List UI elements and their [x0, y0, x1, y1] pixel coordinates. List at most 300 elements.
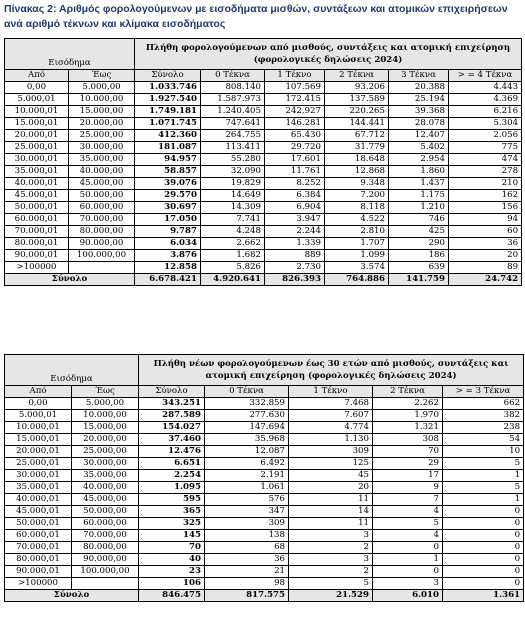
count-cell: 3 — [289, 554, 373, 566]
income-bound-cell: 20.000,01 — [5, 130, 69, 142]
total-count-cell: 6.651 — [139, 458, 205, 470]
total-label: Σύνολο — [5, 590, 139, 602]
count-cell: 1 — [373, 554, 443, 566]
total-count-cell: 23 — [139, 566, 205, 578]
income-bound-cell: 90.000,01 — [5, 566, 72, 578]
total-count-cell: 9.787 — [135, 226, 201, 238]
income-bound-cell: 90.000,00 — [69, 238, 135, 250]
count-cell: 186 — [389, 250, 449, 262]
total-count-cell: 12.476 — [139, 446, 205, 458]
count-cell: 2.954 — [389, 154, 449, 166]
count-cell: 21 — [205, 566, 289, 578]
income-bound-cell: 0,00 — [5, 82, 69, 94]
total-count-cell: 154.027 — [139, 422, 205, 434]
count-cell: 17 — [373, 470, 443, 482]
income-bound-cell: 30.000,00 — [72, 458, 139, 470]
count-cell: 12.087 — [205, 446, 289, 458]
income-bound-cell: 90.000,00 — [72, 554, 139, 566]
income-bound-cell: 25.000,00 — [69, 130, 135, 142]
count-cell: 309 — [289, 446, 373, 458]
count-cell: 0 — [373, 566, 443, 578]
total-count-cell: 3.876 — [135, 250, 201, 262]
income-bound-cell: 60.000,01 — [5, 214, 69, 226]
column-header: Σύνολο — [139, 386, 205, 398]
income-bound-cell: 15.000,01 — [5, 434, 72, 446]
table-caption: Πίνακας 2: Αριθμός φορολογούμενων με εισοδήματα μισθών, συντάξεων και ατομικών επιχειρήσεων ανά αριθμό τέκνων και κλίμακα εισοδήματος — [4, 3, 508, 30]
count-cell: 54 — [443, 434, 524, 446]
count-cell: 5 — [443, 458, 524, 470]
income-bound-cell: 100.000,00 — [69, 250, 135, 262]
table-row — [5, 410, 524, 422]
count-cell: 11.761 — [265, 166, 325, 178]
count-cell: 45 — [289, 470, 373, 482]
count-cell: 8.252 — [265, 178, 325, 190]
count-cell: 0 — [443, 518, 524, 530]
table-row — [5, 470, 524, 482]
income-bound-cell: 20.000,01 — [5, 446, 72, 458]
total-row — [5, 274, 522, 286]
count-cell: 28.078 — [389, 118, 449, 130]
count-cell: 36 — [205, 554, 289, 566]
count-cell: 7.200 — [325, 190, 389, 202]
count-cell: 576 — [205, 494, 289, 506]
count-cell: 0 — [443, 542, 524, 554]
total-cell: 826.393 — [265, 274, 325, 286]
count-cell: 7 — [373, 494, 443, 506]
count-cell: 220.265 — [325, 106, 389, 118]
income-bound-cell: 45.000,00 — [72, 494, 139, 506]
income-bound-cell: 5.000,00 — [69, 82, 135, 94]
income-bound-cell: 25.000,00 — [72, 446, 139, 458]
income-bound-cell: 50.000,00 — [72, 506, 139, 518]
count-cell: 746 — [389, 214, 449, 226]
total-count-cell: 145 — [139, 530, 205, 542]
total-label: Σύνολο — [5, 274, 135, 286]
income-bound-cell: 35.000,00 — [72, 470, 139, 482]
count-cell: 290 — [389, 238, 449, 250]
table-row — [5, 578, 524, 590]
count-cell: 4.522 — [325, 214, 389, 226]
count-cell: 6.904 — [265, 202, 325, 214]
total-count-cell: 58.857 — [135, 166, 201, 178]
count-cell: 0 — [443, 554, 524, 566]
total-cell: 4.920.641 — [201, 274, 265, 286]
count-cell: 1.130 — [289, 434, 373, 446]
count-cell: 98 — [205, 578, 289, 590]
table-row — [5, 398, 524, 410]
count-cell: 1.175 — [389, 190, 449, 202]
total-count-cell: 1.749.181 — [135, 106, 201, 118]
count-cell: 29 — [373, 458, 443, 470]
count-cell: 9.348 — [325, 178, 389, 190]
income-bound-cell: >100000 — [5, 578, 72, 590]
total-count-cell: 39.076 — [135, 178, 201, 190]
count-cell: 309 — [205, 518, 289, 530]
total-cell: 24.742 — [449, 274, 522, 286]
income-bound-cell: 50.000,00 — [69, 190, 135, 202]
total-count-cell: 94.957 — [135, 154, 201, 166]
total-count-cell: 30.697 — [135, 202, 201, 214]
count-cell: 68 — [205, 542, 289, 554]
table-row — [5, 506, 524, 518]
count-cell: 146.281 — [265, 118, 325, 130]
total-count-cell: 70 — [139, 542, 205, 554]
table-row — [5, 202, 522, 214]
count-cell: 347 — [205, 506, 289, 518]
count-cell: 6.216 — [449, 106, 522, 118]
income-bound-cell: 10.000,00 — [72, 410, 139, 422]
table-row — [5, 262, 522, 274]
count-cell: 6.384 — [265, 190, 325, 202]
count-cell: 808.140 — [201, 82, 265, 94]
income-bound-cell: 0,00 — [5, 398, 72, 410]
count-cell: 5 — [373, 518, 443, 530]
table-row — [5, 250, 522, 262]
count-cell: 1.587.973 — [201, 94, 265, 106]
column-header: Έως — [72, 386, 139, 398]
count-cell: 36 — [449, 238, 522, 250]
income-bound-cell: 40.000,01 — [5, 178, 69, 190]
group-header: Πλήθη νέων φορολογούμενων έως 30 ετών από μισθούς, συντάξεις και ατομική επιχείρηση (φορολογικές δηλώσεις 2024) — [139, 355, 524, 386]
income-bound-cell: >100000 — [5, 262, 69, 274]
count-cell: 474 — [449, 154, 522, 166]
table-row — [5, 226, 522, 238]
income-bound-cell: 30.000,01 — [5, 470, 72, 482]
count-cell: 5 — [443, 482, 524, 494]
income-bound-cell: 15.000,00 — [72, 422, 139, 434]
count-cell: 0 — [443, 566, 524, 578]
income-bound-cell: 80.000,00 — [69, 226, 135, 238]
total-count-cell: 2.254 — [139, 470, 205, 482]
count-cell: 277.630 — [205, 410, 289, 422]
count-cell: 10 — [443, 446, 524, 458]
count-cell: 4.248 — [201, 226, 265, 238]
count-cell: 5 — [289, 578, 373, 590]
count-cell: 12.407 — [389, 130, 449, 142]
count-cell: 4 — [373, 530, 443, 542]
total-cell: 21.529 — [289, 590, 373, 602]
income-bound-cell: 45.000,01 — [5, 190, 69, 202]
income-bound-cell: 60.000,01 — [5, 530, 72, 542]
income-bound-cell: 70.000,00 — [69, 214, 135, 226]
table-row — [5, 446, 524, 458]
column-header-row — [5, 386, 524, 398]
income-bound-cell: 20.000,00 — [69, 118, 135, 130]
count-cell: 425 — [389, 226, 449, 238]
column-header: 1 Τέκνο — [265, 70, 325, 82]
count-cell: 94 — [449, 214, 522, 226]
count-cell: 0 — [373, 542, 443, 554]
income-bound-cell: 15.000,00 — [69, 106, 135, 118]
count-cell: 19.829 — [201, 178, 265, 190]
income-bound-cell: 30.000,01 — [5, 154, 69, 166]
total-count-cell: 325 — [139, 518, 205, 530]
total-count-cell: 1.071.745 — [135, 118, 201, 130]
table-row — [5, 530, 524, 542]
count-cell: 3.947 — [265, 214, 325, 226]
count-cell: 4.369 — [449, 94, 522, 106]
total-row — [5, 590, 524, 602]
count-cell: 889 — [265, 250, 325, 262]
count-cell: 1.860 — [389, 166, 449, 178]
income-bound-cell — [72, 578, 139, 590]
table-row — [5, 434, 524, 446]
table-row — [5, 166, 522, 178]
count-cell: 332.859 — [205, 398, 289, 410]
total-count-cell: 343.251 — [139, 398, 205, 410]
count-cell: 35.968 — [205, 434, 289, 446]
count-cell: 2 — [289, 566, 373, 578]
count-cell: 17.601 — [265, 154, 325, 166]
count-cell: 67.712 — [325, 130, 389, 142]
count-cell: 39.368 — [389, 106, 449, 118]
income-bound-cell: 70.000,00 — [72, 530, 139, 542]
total-count-cell: 365 — [139, 506, 205, 518]
total-count-cell: 412.360 — [135, 130, 201, 142]
total-count-cell: 40 — [139, 554, 205, 566]
total-cell: 6.010 — [373, 590, 443, 602]
young-taxpayers-table — [4, 354, 524, 602]
column-header: 0 Τέκνα — [201, 70, 265, 82]
column-header: 0 Τέκνα — [205, 386, 289, 398]
count-cell: 1.061 — [205, 482, 289, 494]
count-cell: 747.641 — [201, 118, 265, 130]
count-cell: 25.194 — [389, 94, 449, 106]
column-header-row — [5, 70, 522, 82]
income-bound-cell: 100.000,00 — [72, 566, 139, 578]
count-cell: 1.321 — [373, 422, 443, 434]
table-row — [5, 130, 522, 142]
count-cell: 5.826 — [201, 262, 265, 274]
income-header: Εισόδημα — [5, 39, 135, 70]
count-cell: 5.402 — [389, 142, 449, 154]
count-cell: 0 — [443, 506, 524, 518]
income-bound-cell: 5.000,01 — [5, 410, 72, 422]
total-count-cell: 287.589 — [139, 410, 205, 422]
total-cell: 817.575 — [205, 590, 289, 602]
table-row — [5, 214, 522, 226]
count-cell: 4.443 — [449, 82, 522, 94]
count-cell: 147.694 — [205, 422, 289, 434]
income-bound-cell: 60.000,00 — [69, 202, 135, 214]
income-bound-cell: 5.000,00 — [72, 398, 139, 410]
count-cell: 1 — [443, 494, 524, 506]
column-header: Σύνολο — [135, 70, 201, 82]
count-cell: 382 — [443, 410, 524, 422]
count-cell: 3 — [289, 530, 373, 542]
count-cell: 238 — [443, 422, 524, 434]
income-bound-cell: 10.000,00 — [69, 94, 135, 106]
count-cell: 2 — [289, 542, 373, 554]
count-cell: 6.492 — [205, 458, 289, 470]
count-cell: 210 — [449, 178, 522, 190]
income-bound-cell: 40.000,01 — [5, 494, 72, 506]
column-header: 2 Τέκνα — [325, 70, 389, 82]
count-cell: 93.206 — [325, 82, 389, 94]
count-cell: 242.927 — [265, 106, 325, 118]
income-bound-cell: 5.000,01 — [5, 94, 69, 106]
income-bound-cell: 80.000,01 — [5, 554, 72, 566]
column-header: Έως — [69, 70, 135, 82]
income-bound-cell: 35.000,01 — [5, 482, 72, 494]
count-cell: 89 — [449, 262, 522, 274]
table-row — [5, 422, 524, 434]
table-row — [5, 94, 522, 106]
count-cell: 9 — [373, 482, 443, 494]
count-cell: 1.682 — [201, 250, 265, 262]
count-cell: 8.118 — [325, 202, 389, 214]
count-cell: 107.569 — [265, 82, 325, 94]
count-cell: 1.210 — [389, 202, 449, 214]
count-cell: 0 — [443, 530, 524, 542]
count-cell: 0 — [443, 578, 524, 590]
count-cell: 55.280 — [201, 154, 265, 166]
count-cell: 308 — [373, 434, 443, 446]
count-cell: 2.262 — [373, 398, 443, 410]
income-bound-cell: 10.000,01 — [5, 106, 69, 118]
count-cell: 662 — [443, 398, 524, 410]
count-cell: 65.430 — [265, 130, 325, 142]
total-count-cell: 37.460 — [139, 434, 205, 446]
table-row — [5, 518, 524, 530]
count-cell: 5.304 — [449, 118, 522, 130]
income-bound-cell: 80.000,01 — [5, 238, 69, 250]
count-cell: 172.415 — [265, 94, 325, 106]
total-count-cell: 595 — [139, 494, 205, 506]
count-cell: 1.240.405 — [201, 106, 265, 118]
count-cell: 2.730 — [265, 262, 325, 274]
count-cell: 278 — [449, 166, 522, 178]
column-header: > = 3 Τέκνα — [443, 386, 524, 398]
income-bound-cell: 60.000,00 — [72, 518, 139, 530]
income-bound-cell: 80.000,00 — [72, 542, 139, 554]
count-cell: 32.090 — [201, 166, 265, 178]
count-cell: 2.244 — [265, 226, 325, 238]
total-cell: 141.759 — [389, 274, 449, 286]
table-row — [5, 118, 522, 130]
count-cell: 7.468 — [289, 398, 373, 410]
count-cell: 1.339 — [265, 238, 325, 250]
table-row — [5, 458, 524, 470]
group-header: Πλήθη φορολογούμενων από μισθούς, συντάξεις και ατομική επιχείρηση (φορολογικές δηλώσεις 2024) — [135, 39, 522, 70]
count-cell: 156 — [449, 202, 522, 214]
income-bound-cell — [69, 262, 135, 274]
count-cell: 1 — [443, 470, 524, 482]
income-bound-cell: 50.000,01 — [5, 202, 69, 214]
column-header: Από — [5, 70, 69, 82]
table-row — [5, 142, 522, 154]
count-cell: 113.411 — [201, 142, 265, 154]
count-cell: 162 — [449, 190, 522, 202]
count-cell: 14.309 — [201, 202, 265, 214]
count-cell: 20.388 — [389, 82, 449, 94]
count-cell: 14.649 — [201, 190, 265, 202]
income-bound-cell: 70.000,01 — [5, 542, 72, 554]
total-count-cell: 12.858 — [135, 262, 201, 274]
count-cell: 14 — [289, 506, 373, 518]
count-cell: 2.662 — [201, 238, 265, 250]
total-cell: 1.361 — [443, 590, 524, 602]
count-cell: 20 — [449, 250, 522, 262]
count-cell: 7.741 — [201, 214, 265, 226]
count-cell: 7.607 — [289, 410, 373, 422]
table-row — [5, 238, 522, 250]
income-bound-cell: 25.000,01 — [5, 458, 72, 470]
count-cell: 31.779 — [325, 142, 389, 154]
income-bound-cell: 45.000,01 — [5, 506, 72, 518]
count-cell: 3 — [373, 578, 443, 590]
column-header: 1 Τέκνο — [289, 386, 373, 398]
table-row — [5, 482, 524, 494]
count-cell: 2.191 — [205, 470, 289, 482]
income-bound-cell: 45.000,00 — [69, 178, 135, 190]
income-bound-cell: 90.000,01 — [5, 250, 69, 262]
table-row — [5, 106, 522, 118]
count-cell: 775 — [449, 142, 522, 154]
count-cell: 137.589 — [325, 94, 389, 106]
total-cell: 764.886 — [325, 274, 389, 286]
income-bound-cell: 10.000,01 — [5, 422, 72, 434]
table-row — [5, 190, 522, 202]
count-cell: 1.707 — [325, 238, 389, 250]
table-row — [5, 542, 524, 554]
count-cell: 4 — [373, 506, 443, 518]
total-cell: 6.678.421 — [135, 274, 201, 286]
column-header: 2 Τέκνα — [373, 386, 443, 398]
count-cell: 60 — [449, 226, 522, 238]
income-bound-cell: 35.000,01 — [5, 166, 69, 178]
count-cell: 3.574 — [325, 262, 389, 274]
count-cell: 11 — [289, 518, 373, 530]
table-row — [5, 178, 522, 190]
table-row — [5, 566, 524, 578]
count-cell: 70 — [373, 446, 443, 458]
income-bound-cell: 70.000,01 — [5, 226, 69, 238]
income-header: Εισόδημα — [5, 355, 139, 386]
table-row — [5, 494, 524, 506]
count-cell: 2.810 — [325, 226, 389, 238]
income-bound-cell: 30.000,00 — [69, 142, 135, 154]
count-cell: 144.441 — [325, 118, 389, 130]
income-bound-cell: 40.000,00 — [72, 482, 139, 494]
column-header: 3 Τέκνα — [389, 70, 449, 82]
count-cell: 20 — [289, 482, 373, 494]
table-row — [5, 82, 522, 94]
count-cell: 1.437 — [389, 178, 449, 190]
total-count-cell: 6.034 — [135, 238, 201, 250]
income-bound-cell: 20.000,00 — [72, 434, 139, 446]
income-bound-cell: 50.000,01 — [5, 518, 72, 530]
count-cell: 125 — [289, 458, 373, 470]
total-cell: 846.475 — [139, 590, 205, 602]
column-header: Από — [5, 386, 72, 398]
total-count-cell: 1.033.746 — [135, 82, 201, 94]
total-count-cell: 106 — [139, 578, 205, 590]
total-count-cell: 1.095 — [139, 482, 205, 494]
total-count-cell: 1.927.540 — [135, 94, 201, 106]
income-bound-cell: 35.000,00 — [69, 154, 135, 166]
total-count-cell: 181.087 — [135, 142, 201, 154]
count-cell: 1.099 — [325, 250, 389, 262]
income-bound-cell: 25.000,01 — [5, 142, 69, 154]
column-header: > = 4 Τέκνα — [449, 70, 522, 82]
table-row — [5, 154, 522, 166]
count-cell: 11 — [289, 494, 373, 506]
count-cell: 29.720 — [265, 142, 325, 154]
count-cell: 264.755 — [201, 130, 265, 142]
count-cell: 12.868 — [325, 166, 389, 178]
count-cell: 2.056 — [449, 130, 522, 142]
